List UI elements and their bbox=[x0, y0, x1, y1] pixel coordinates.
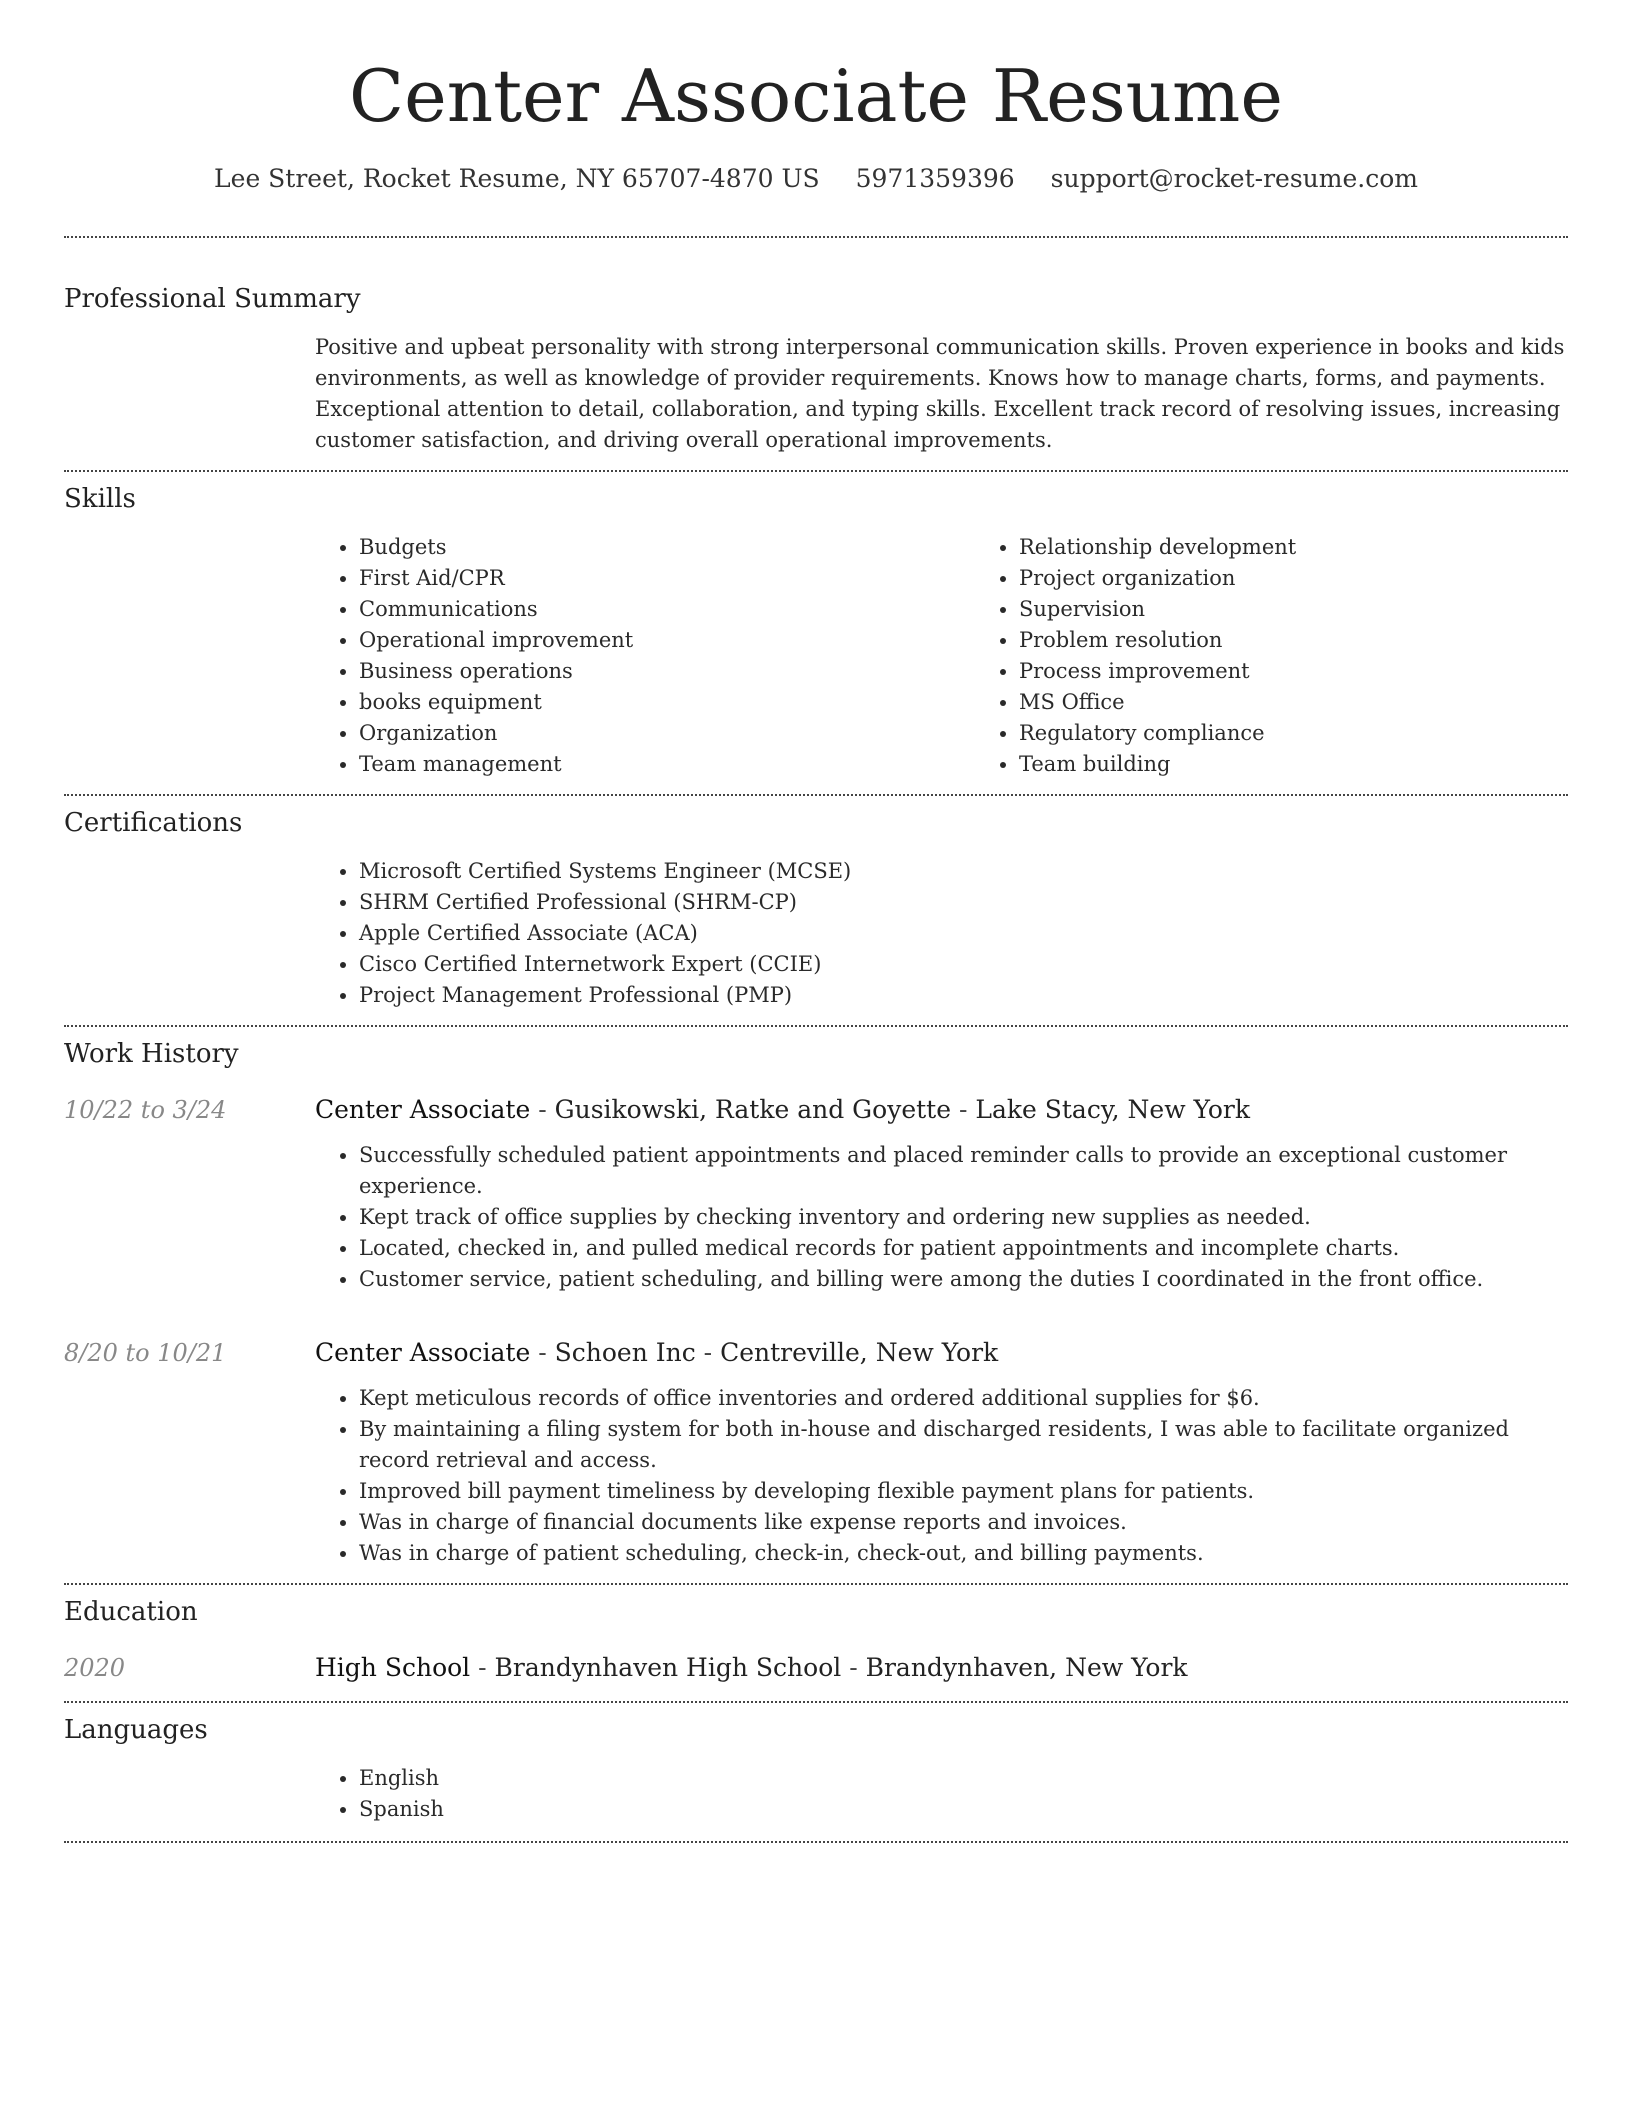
contact-line bbox=[64, 162, 1568, 196]
list-item: • Team building bbox=[1019, 749, 1632, 780]
list-item: • Located, checked in, and pulled medical records for patient appointments and incomplete charts. bbox=[359, 1233, 1568, 1264]
education-year: 2020 bbox=[64, 1654, 126, 1682]
certifications-section bbox=[64, 806, 1568, 1011]
languages-heading: Languages bbox=[64, 1715, 208, 1745]
list-item: • Communications bbox=[359, 594, 975, 625]
job-role: Center Associate bbox=[315, 1095, 531, 1124]
list-item: • Supervision bbox=[1019, 594, 1632, 625]
job-entry bbox=[64, 1336, 1568, 1569]
job-dates: 10/22 to 3/24 bbox=[64, 1096, 227, 1124]
section-divider bbox=[64, 1583, 1568, 1585]
list-item: • Was in charge of patient scheduling, check-in, check-out, and billing payments. bbox=[359, 1538, 1568, 1569]
job-role: Center Associate bbox=[315, 1338, 531, 1367]
section-divider bbox=[64, 470, 1568, 472]
work-history-section bbox=[64, 1037, 1568, 1569]
section-divider bbox=[64, 1025, 1568, 1027]
job-company: Schoen Inc bbox=[554, 1338, 696, 1367]
contact-address: Lee Street, Rocket Resume, NY 65707-4870 US bbox=[214, 164, 820, 193]
list-item: • Operational improvement bbox=[359, 625, 975, 656]
list-item: • Was in charge of financial documents like expense reports and invoices. bbox=[359, 1507, 1568, 1538]
education-heading: Education bbox=[64, 1597, 198, 1627]
job-bullets bbox=[315, 1140, 1568, 1295]
section-divider bbox=[64, 794, 1568, 796]
languages-section bbox=[64, 1713, 1568, 1825]
job-company: Gusikowski, Ratke and Goyette bbox=[554, 1095, 952, 1124]
work-history-heading: Work History bbox=[64, 1039, 239, 1069]
list-item: • Project Management Professional (PMP) bbox=[359, 980, 1568, 1011]
job-bullets bbox=[315, 1383, 1568, 1569]
list-item: • Project organization bbox=[1019, 563, 1632, 594]
list-item: • Process improvement bbox=[1019, 656, 1632, 687]
list-item: • Customer service, patient scheduling, and billing were among the duties I coordinated in the front office. bbox=[359, 1264, 1568, 1295]
certifications-heading: Certifications bbox=[64, 808, 243, 838]
list-item: • Microsoft Certified Systems Engineer (MCSE) bbox=[359, 856, 1568, 887]
job-location: Centreville, New York bbox=[720, 1338, 999, 1367]
summary-heading: Professional Summary bbox=[64, 284, 361, 314]
job-heading: Center Associate - Gusikowski, Ratke and Goyette - Lake Stacy, New York bbox=[315, 1095, 1251, 1124]
list-item: • Budgets bbox=[359, 532, 975, 563]
education-section bbox=[64, 1595, 1568, 1685]
contact-email: support@rocket-resume.com bbox=[1050, 164, 1418, 193]
list-item: • Problem resolution bbox=[1019, 625, 1632, 656]
list-item: • Relationship development bbox=[1019, 532, 1632, 563]
languages-list bbox=[315, 1763, 1568, 1825]
education-entry: High School - Brandynhaven High School - Brandynhaven, New York bbox=[315, 1653, 1188, 1682]
summary-text: Positive and upbeat personality with strong interpersonal communication skills. Proven experience in books and kids environments, as well as knowledge of provider requirements. Knows how to manage charts, forms, and payments. Exceptional attention to detail, collaboration, and typing skills. Excellent track record of resolving issues, increasing customer satisfaction, and driving overall operational improvements. bbox=[315, 335, 1565, 452]
list-item: • Improved bill payment timeliness by developing flexible payment plans for patients. bbox=[359, 1476, 1568, 1507]
skills-heading: Skills bbox=[64, 484, 136, 514]
list-item: • Kept track of office supplies by checking inventory and ordering new supplies as needed. bbox=[359, 1202, 1568, 1233]
section-divider bbox=[64, 1841, 1568, 1843]
list-item: • SHRM Certified Professional (SHRM-CP) bbox=[359, 887, 1568, 918]
summary-section bbox=[64, 282, 1568, 456]
list-item: • English bbox=[359, 1763, 1568, 1794]
skills-list-left bbox=[315, 532, 975, 780]
resume-title: Center Associate Resume bbox=[349, 54, 1283, 138]
list-item: • MS Office bbox=[1019, 687, 1632, 718]
section-divider bbox=[64, 236, 1568, 238]
job-dates: 8/20 to 10/21 bbox=[64, 1339, 227, 1367]
skills-section bbox=[64, 482, 1568, 780]
skills-list-right bbox=[975, 532, 1632, 780]
contact-phone: 5971359396 bbox=[855, 164, 1015, 193]
list-item: • Spanish bbox=[359, 1794, 1568, 1825]
job-entry bbox=[64, 1093, 1568, 1295]
education-school: Brandynhaven High School bbox=[494, 1653, 842, 1682]
certifications-list bbox=[315, 856, 1568, 1011]
job-heading: Center Associate - Schoen Inc - Centreville, New York bbox=[315, 1338, 999, 1367]
list-item: • Successfully scheduled patient appointments and placed reminder calls to provide an exceptional customer experience. bbox=[359, 1140, 1568, 1202]
section-divider bbox=[64, 1701, 1568, 1703]
list-item: • Kept meticulous records of office inventories and ordered additional supplies for $6. bbox=[359, 1383, 1568, 1414]
list-item: • Business operations bbox=[359, 656, 975, 687]
list-item: • books equipment bbox=[359, 687, 975, 718]
education-degree: High School bbox=[315, 1653, 471, 1682]
list-item: • Regulatory compliance bbox=[1019, 718, 1632, 749]
list-item: • Apple Certified Associate (ACA) bbox=[359, 918, 1568, 949]
list-item: • By maintaining a filing system for both in-house and discharged residents, I was able to facilitate organized record retrieval and access. bbox=[359, 1414, 1568, 1476]
list-item: • Cisco Certified Internetwork Expert (CCIE) bbox=[359, 949, 1568, 980]
list-item: • Team management bbox=[359, 749, 975, 780]
job-location: Lake Stacy, New York bbox=[975, 1095, 1251, 1124]
list-item: • First Aid/CPR bbox=[359, 563, 975, 594]
education-location: Brandynhaven, New York bbox=[865, 1653, 1188, 1682]
list-item: • Organization bbox=[359, 718, 975, 749]
